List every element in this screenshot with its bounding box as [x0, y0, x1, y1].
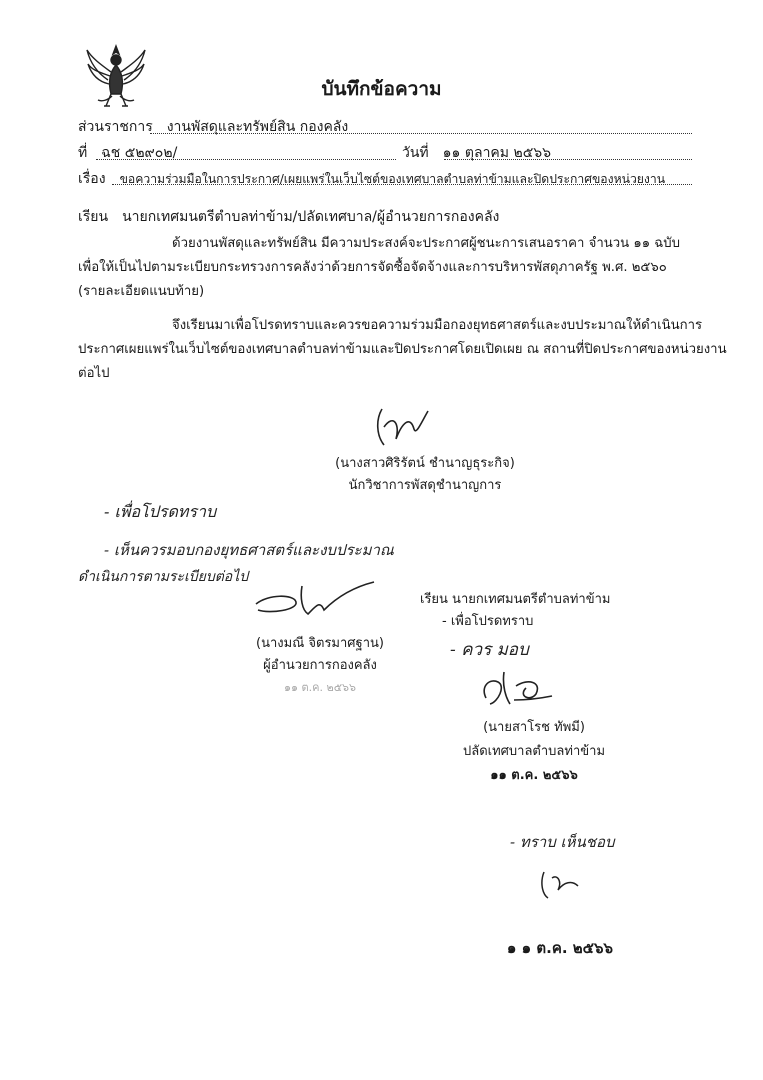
date-underline — [444, 159, 692, 160]
date-value: ๑๑ ตุลาคม ๒๕๖๖ — [442, 145, 552, 161]
subject-label: เรื่อง — [78, 171, 106, 187]
para1-line3: (รายละเอียดแนบท้าย) — [78, 284, 205, 299]
department-underline — [150, 133, 692, 134]
signer1-position: นักวิชาการพัสดุชำนาญการ — [348, 478, 502, 493]
salutation-label: เรียน — [78, 209, 109, 225]
reply-name: (นายสาโรช ทัพมี) — [483, 720, 585, 735]
signature-3-icon — [476, 668, 556, 712]
para1-line2: เพื่อให้เป็นไปตามระเบียบกระทรวงการคลังว่าด้วยการจัดซื้อจัดจ้างและการบริหารพัสดุภาครัฐ พ.ศ. ๒๕๖๐ — [78, 260, 667, 275]
handwritten-note-line1: - เพื่อโปรดทราบ — [104, 502, 217, 521]
final-date: ๑ ๑ ต.ค. ๒๕๖๖ — [506, 939, 614, 957]
handwritten-note-line2: - เห็นควรมอบกองยุทธศาสตร์และงบประมาณ — [104, 541, 394, 559]
para2-line3: ต่อไป — [78, 366, 110, 381]
para2-line1: จึงเรียนมาเพื่อโปรดทราบและควรขอความร่วมมือกองยุทธศาสตร์และงบประมาณให้ดำเนินการ — [172, 318, 703, 333]
department-value: งานพัสดุและทรัพย์สิน กองคลัง — [166, 119, 349, 135]
subject-value: ขอความร่วมมือในการประกาศ/เผยแพร่ในเว็บไซต์ของเทศบาลตำบลท่าข้ามและปิดประกาศของหน่วยงาน — [119, 172, 666, 186]
memo-title: บันทึกข้อความ — [321, 78, 442, 100]
signer2-name: (นางมณี จิตรมาศฐาน) — [256, 636, 384, 651]
signature-1-icon — [370, 405, 440, 453]
department-row — [78, 116, 348, 138]
reference-label: ที่ — [78, 145, 88, 161]
subject-row — [78, 168, 665, 190]
para2-line2: ประกาศเผยแพร่ในเว็บไซต์ของเทศบาลตำบลท่าข้ามและปิดประกาศโดยเปิดเผย ณ สถานที่ปิดประกาศของหน่วยงาน — [78, 342, 727, 357]
final-handwritten: - ทราบ เห็นชอบ — [510, 833, 615, 851]
signature-2-icon — [250, 580, 380, 620]
para1-line1: ด้วยงานพัสดุและทรัพย์สิน มีความประสงค์จะประกาศผู้ชนะการเสนอราคา จำนวน ๑๑ ฉบับ — [172, 236, 681, 251]
reference-row — [78, 142, 177, 164]
reply-handwritten: - ควร มอบ — [450, 640, 529, 660]
signer2-date-stamp: ๑๑ ต.ค. ๒๕๖๖ — [284, 681, 356, 694]
salutation-value: นายกเทศมนตรีตำบลท่าข้าม/ปลัดเทศบาล/ผู้อำนวยการกองคลัง — [122, 209, 500, 225]
reply-salutation: เรียน นายกเทศมนตรีตำบลท่าข้าม — [420, 592, 611, 607]
reference-underline — [96, 159, 396, 160]
reply-date: ๑๑ ต.ค. ๒๕๖๖ — [490, 768, 578, 783]
signer2-position: ผู้อำนวยการกองคลัง — [263, 658, 377, 673]
department-label: ส่วนราชการ — [78, 119, 153, 135]
signature-4-icon — [534, 868, 584, 902]
signer1-name: (นางสาวศิริรัตน์ ชำนาญธุระกิจ) — [335, 456, 515, 471]
date-row — [402, 142, 551, 164]
subject-underline — [112, 184, 692, 185]
reply-position: ปลัดเทศบาลตำบลท่าข้าม — [462, 744, 606, 759]
handwritten-note-line3: ดำเนินการตามระเบียบต่อไป — [78, 569, 249, 585]
reference-value: ฉช ๕๒๙๐๒/ — [101, 145, 178, 161]
salutation-row — [78, 206, 499, 228]
date-label: วันที่ — [402, 145, 429, 161]
reply-line1: - เพื่อโปรดทราบ — [442, 614, 534, 629]
